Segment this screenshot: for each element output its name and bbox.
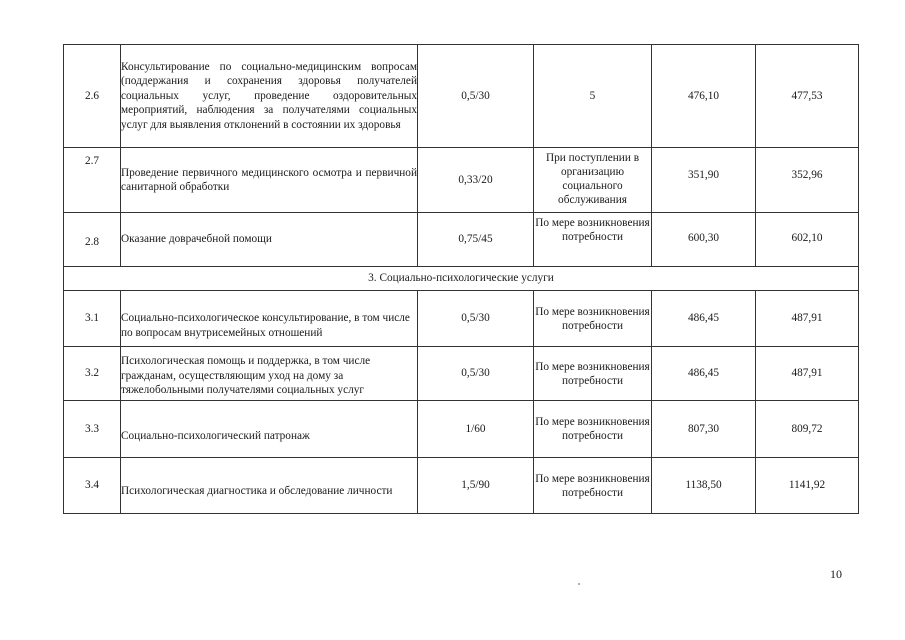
row-number: 3.3 [64,401,121,458]
service-frequency: По мере возникновения потребности [534,347,652,401]
service-time: 0,75/45 [418,213,534,267]
price-1: 486,45 [652,347,756,401]
table-row [64,291,859,347]
service-time: 0,5/30 [418,347,534,401]
row-number: 3.4 [64,458,121,514]
table-row [64,213,859,267]
scan-speck [578,583,580,585]
service-name: Психологическая диагностика и обследование личности [121,458,418,514]
price-1: 600,30 [652,213,756,267]
service-time: 1,5/90 [418,458,534,514]
service-frequency: По мере возникновения потребности [534,458,652,514]
price-2: 352,96 [756,148,859,213]
table-row [64,458,859,514]
price-2: 487,91 [756,347,859,401]
price-1: 486,45 [652,291,756,347]
section-title: 3. Социально-психологические услуги [64,267,859,291]
service-frequency: По мере возникновения потребности [534,291,652,347]
section-row [64,267,859,291]
row-number: 2.8 [64,213,121,267]
price-1: 1138,50 [652,458,756,514]
service-frequency: 5 [534,45,652,148]
service-time: 0,5/30 [418,291,534,347]
services-table [63,44,859,514]
price-2: 487,91 [756,291,859,347]
service-name: Проведение первичного медицинского осмотра и первичной санитарной обработки [121,148,418,213]
price-2: 809,72 [756,401,859,458]
table-row [64,347,859,401]
price-1: 351,90 [652,148,756,213]
service-frequency: По мере возникновения потребности [534,401,652,458]
table-row [64,45,859,148]
page-number: 10 [830,567,842,581]
row-number: 3.2 [64,347,121,401]
service-name: Социально-психологическое консультирование, в том числе по вопросам внутрисемейных отношений [121,291,418,347]
row-number: 2.7 [64,148,121,213]
service-frequency: По мере возникновения потребности [534,213,652,267]
service-name: Консультирование по социально-медицинским вопросам (поддержания и сохранения здоровья получателей социальных услуг, проведение оздоровительных мероприятий, наблюдения за получателями социальных услуг для выявления отклонений в состоянии их здоровья [121,45,418,148]
price-2: 602,10 [756,213,859,267]
service-frequency: При поступлении в организацию социального обслуживания [534,148,652,213]
service-time: 0,5/30 [418,45,534,148]
service-time: 0,33/20 [418,148,534,213]
row-number: 2.6 [64,45,121,148]
service-name: Оказание доврачебной помощи [121,213,418,267]
row-number: 3.1 [64,291,121,347]
service-name: Социально-психологический патронаж [121,401,418,458]
table-row [64,148,859,213]
service-name: Психологическая помощь и поддержка, в том числе гражданам, осуществляющим уход на дому за тяжелобольными получателями социальных услуг [121,347,418,401]
service-time: 1/60 [418,401,534,458]
price-1: 807,30 [652,401,756,458]
price-2: 477,53 [756,45,859,148]
price-1: 476,10 [652,45,756,148]
price-2: 1141,92 [756,458,859,514]
table-row [64,401,859,458]
